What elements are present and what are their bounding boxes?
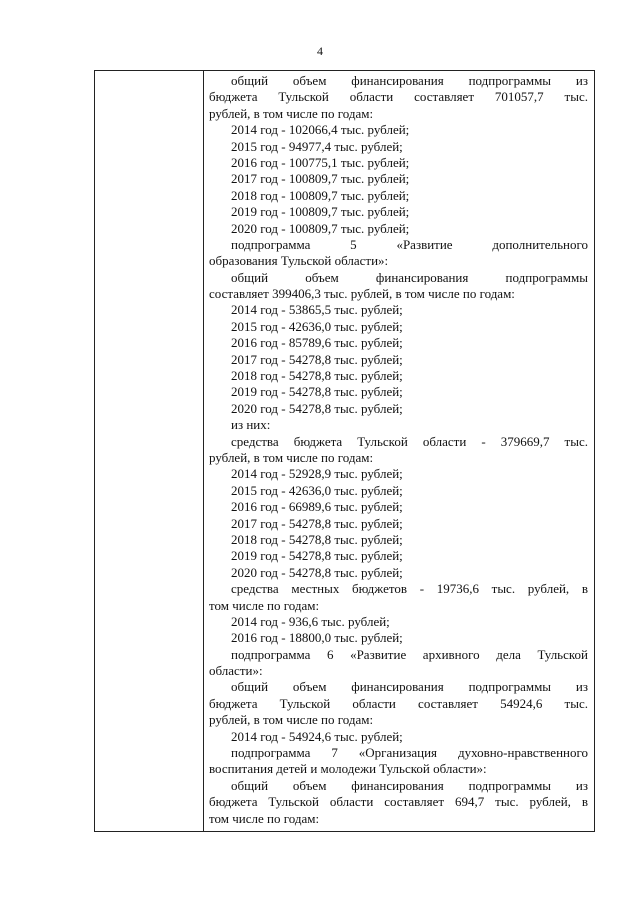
text-line: 2019 год - 100809,7 тыс. рублей;	[231, 204, 410, 220]
text-line: подпрограмма 6 «Развитие архивного дела Тульской	[231, 646, 588, 662]
text-line: образования Тульской области»:	[209, 253, 389, 269]
text-line: том числе по годам:	[209, 810, 320, 826]
text-line: 2015 год - 42636,0 тыс. рублей;	[231, 318, 403, 334]
text-line: 2014 год - 52928,9 тыс. рублей;	[231, 466, 403, 482]
text-line: общий объем финансирования подпрограммы	[231, 269, 588, 285]
text-line: 2020 год - 100809,7 тыс. рублей;	[231, 220, 410, 236]
text-line: 2020 год - 54278,8 тыс. рублей;	[231, 400, 403, 416]
text-line: общий объем финансирования подпрограммы из	[231, 777, 588, 793]
text-line: подпрограмма 5 «Развитие дополнительного	[231, 236, 588, 252]
text-line: 2015 год - 42636,0 тыс. рублей;	[231, 482, 403, 498]
text-line: 2014 год - 102066,4 тыс. рублей;	[231, 122, 410, 138]
text-line: рублей, в том числе по годам:	[209, 712, 374, 728]
text-line: 2018 год - 54278,8 тыс. рублей;	[231, 531, 403, 547]
text-line: общий объем финансирования подпрограммы из	[231, 679, 588, 695]
text-line: бюджета Тульской области составляет 54924,6 тыс.	[209, 695, 588, 711]
text-line: 2017 год - 54278,8 тыс. рублей;	[231, 515, 403, 531]
text-line: общий объем финансирования подпрограммы из	[231, 73, 588, 88]
text-line: 2019 год - 54278,8 тыс. рублей;	[231, 384, 403, 400]
text-line: 2020 год - 54278,8 тыс. рублей;	[231, 564, 403, 580]
text-line: составляет 399406,3 тыс. рублей, в том числе по годам:	[209, 286, 515, 302]
text-line: 2018 год - 100809,7 тыс. рублей;	[231, 187, 410, 203]
text-line: средства местных бюджетов - 19736,6 тыс. рублей, в	[231, 581, 588, 597]
text-line: подпрограмма 7 «Организация духовно-нравственного	[231, 745, 588, 761]
text-line: том числе по годам:	[209, 597, 320, 613]
text-line: 2016 год - 18800,0 тыс. рублей;	[231, 630, 403, 646]
text-line: воспитания детей и молодежи Тульской области»:	[209, 761, 487, 777]
text-line: средства бюджета Тульской области - 379669,7 тыс.	[231, 433, 588, 449]
text-line: 2016 год - 85789,6 тыс. рублей;	[231, 335, 403, 351]
text-line: 2017 год - 54278,8 тыс. рублей;	[231, 351, 403, 367]
table-cell-text	[209, 73, 588, 827]
text-line: бюджета Тульской области составляет 701057,7 тыс.	[209, 89, 588, 105]
text-line: области»:	[209, 663, 263, 679]
column-divider	[203, 71, 204, 831]
text-line: 2016 год - 100775,1 тыс. рублей;	[231, 154, 410, 170]
text-line: 2014 год - 54924,6 тыс. рублей;	[231, 728, 403, 744]
text-line: 2018 год - 54278,8 тыс. рублей;	[231, 368, 403, 384]
text-line: бюджета Тульской области составляет 694,7 тыс. рублей, в	[209, 794, 588, 810]
text-line: 2014 год - 936,6 тыс. рублей;	[231, 613, 390, 629]
text-line: 2015 год - 94977,4 тыс. рублей;	[231, 138, 403, 154]
text-line: 2017 год - 100809,7 тыс. рублей;	[231, 171, 410, 187]
text-line: 2014 год - 53865,5 тыс. рублей;	[231, 302, 403, 318]
document-table	[94, 70, 595, 832]
text-line: 2016 год - 66989,6 тыс. рублей;	[231, 499, 403, 515]
text-line: 2019 год - 54278,8 тыс. рублей;	[231, 548, 403, 564]
text-line: рублей, в том числе по годам:	[209, 105, 374, 121]
text-line: из них:	[231, 417, 271, 433]
text-line: рублей, в том числе по годам:	[209, 449, 374, 465]
page-number: 4	[317, 44, 323, 58]
